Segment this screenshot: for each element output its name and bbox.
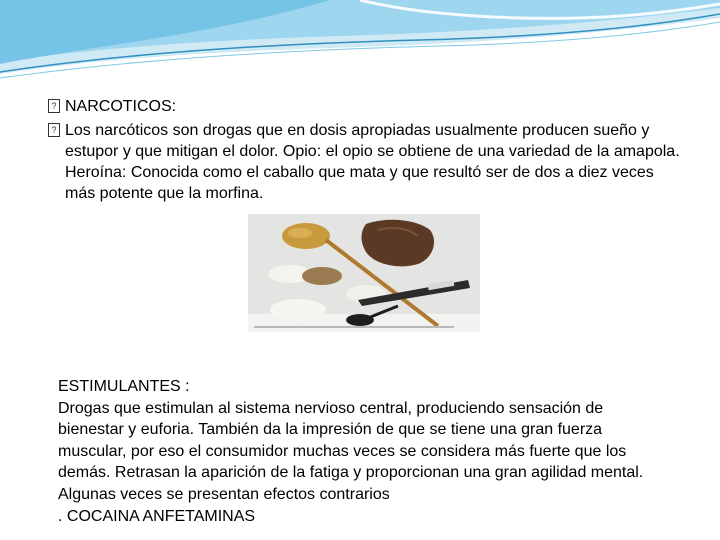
- narcoticos-body: Los narcóticos son drogas que en dosis apropiadas usualmente producen sueño y estupor y que mitigan el dolor. Opio: el opio se obtiene de una variedad de la amapola. Heroína: Conocida como el caballo que mata y que resultó ser de dos a diez veces más potente que la morfina.: [65, 122, 680, 202]
- drug-samples-photo: [248, 214, 480, 332]
- drug-samples-illustration: [248, 214, 480, 332]
- header-wave-decoration: [0, 0, 720, 90]
- estimulantes-heading: ESTIMULANTES :: [58, 378, 190, 395]
- estimulantes-body: Drogas que estimulan al sistema nervioso central, produciendo sensación de bienestar y euforia. También da la impresión de que se tiene una gran fuerza muscular, por eso el consumidor muchas veces se considera más fuerte que los demás. Retrasan la aparición de la fatiga y proporcionan una gran agilidad mental. Algunas veces se presentan efectos contrarios: [58, 399, 644, 503]
- estimulantes-footer: . COCAINA ANFETAMINAS: [58, 507, 256, 525]
- bullet-narcoticos-body: [48, 120, 688, 204]
- narcoticos-heading: NARCOTICOS:: [65, 98, 177, 115]
- bullet-narcoticos-heading: [48, 96, 688, 117]
- estimulantes-section: [58, 376, 668, 527]
- bullet-marker-icon: ?: [48, 99, 60, 113]
- bullet-marker-icon: ?: [48, 123, 60, 137]
- narcoticos-section: [48, 96, 688, 207]
